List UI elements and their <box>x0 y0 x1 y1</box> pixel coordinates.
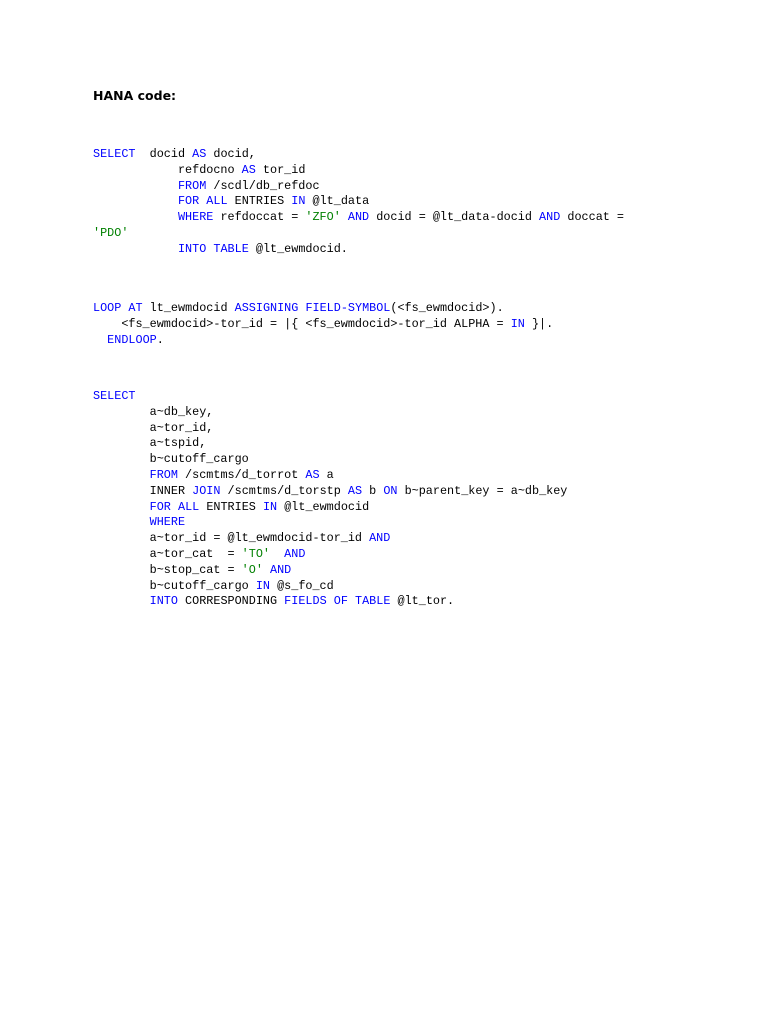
code-text: a~tspid, <box>93 436 207 451</box>
code-keyword: LOOP <box>93 301 122 315</box>
code-line <box>93 194 624 210</box>
code-keyword: AND <box>369 531 391 546</box>
code-keyword: FROM <box>149 467 178 482</box>
code-text: lt_ewmdocid <box>142 301 235 315</box>
code-line <box>93 226 624 242</box>
code-keyword: IN <box>291 194 306 209</box>
code-text: CORRESPONDING <box>177 594 285 609</box>
code-text: a <box>319 467 334 482</box>
code-text: docid = @lt_data-docid <box>369 210 540 225</box>
code-keyword: INTO <box>149 594 178 609</box>
code-text: doccat = <box>560 210 625 225</box>
code-text: b~cutoff_cargo <box>93 452 249 467</box>
code-text: a~tor_cat = <box>93 546 242 561</box>
code-keyword: AS <box>305 467 320 482</box>
code-keyword: OF <box>333 594 348 609</box>
code-line <box>93 301 553 317</box>
code-line <box>93 242 624 258</box>
code-text: ENTRIES <box>199 499 263 514</box>
code-keyword: AS <box>241 162 256 177</box>
code-text: b <box>362 483 384 498</box>
code-line <box>93 468 567 484</box>
code-line <box>93 531 567 547</box>
code-text: refdoccat = <box>213 210 306 225</box>
code-text <box>341 210 348 224</box>
code-keyword: ASSIGNING <box>234 301 299 315</box>
code-text <box>93 500 150 514</box>
code-line <box>93 147 624 163</box>
code-text: INNER <box>93 483 193 498</box>
code-keyword: AS <box>347 483 363 498</box>
code-keyword: FOR <box>149 499 171 514</box>
code-text <box>171 500 178 514</box>
code-text: /scdl/db_refdoc <box>206 178 320 193</box>
code-keyword: ALL <box>206 194 228 209</box>
code-keyword: AT <box>128 301 143 315</box>
code-text: @lt_data <box>305 194 370 209</box>
code-text: ENTRIES <box>227 194 292 209</box>
code-block-loop <box>93 301 553 348</box>
code-string: 'TO' <box>241 546 270 561</box>
code-keyword: TABLE <box>213 241 249 256</box>
code-line <box>93 210 624 226</box>
code-text: /scmtms/d_torrot <box>177 467 306 482</box>
code-text <box>93 333 107 347</box>
code-text <box>93 194 178 208</box>
code-line <box>93 317 553 333</box>
code-text: @lt_ewmdocid <box>277 499 370 514</box>
code-line <box>93 421 567 437</box>
code-keyword: WHERE <box>177 210 214 225</box>
code-text: @lt_tor. <box>390 594 455 609</box>
code-keyword: FIELD-SYMBOL <box>305 301 391 315</box>
code-text: docid, <box>206 147 256 161</box>
code-text <box>93 515 150 529</box>
code-keyword: JOIN <box>192 483 221 498</box>
code-line <box>93 579 567 595</box>
code-text <box>348 594 355 608</box>
code-line <box>93 436 567 452</box>
code-keyword: FIELDS <box>284 594 327 609</box>
code-text: tor_id <box>255 162 306 177</box>
code-line <box>93 389 567 405</box>
code-block-select-docid <box>93 147 624 258</box>
code-line <box>93 452 567 468</box>
code-block-select-tor <box>93 389 567 610</box>
code-keyword: WHERE <box>149 515 186 530</box>
code-keyword: AND <box>539 210 561 225</box>
code-keyword: INTO <box>177 241 207 256</box>
code-line <box>93 163 624 179</box>
code-keyword: SELECT <box>93 389 136 403</box>
code-keyword: ENDLOOP <box>107 332 157 347</box>
code-line <box>93 594 567 610</box>
code-text <box>327 594 334 608</box>
code-text: a~tor_id = @lt_ewmdocid-tor_id <box>93 531 370 546</box>
code-line <box>93 405 567 421</box>
code-text: b~parent_key = a~db_key <box>397 483 568 498</box>
code-keyword: ALL <box>177 499 200 514</box>
code-text: }|. <box>524 316 554 331</box>
code-keyword: AND <box>347 210 370 225</box>
code-keyword: AS <box>192 147 207 161</box>
code-keyword: ON <box>383 483 398 498</box>
code-text: a~tor_id, <box>93 420 214 435</box>
code-text: . <box>156 332 164 347</box>
code-line <box>93 500 567 516</box>
code-text: docid <box>135 147 193 161</box>
code-text: b~cutoff_cargo <box>93 578 256 593</box>
code-line <box>93 547 567 563</box>
page-heading: HANA code: <box>93 88 177 103</box>
code-text: @s_fo_cd <box>270 578 334 593</box>
code-keyword: FOR <box>177 194 200 209</box>
code-text <box>93 468 150 482</box>
code-string: 'O' <box>241 562 263 577</box>
code-keyword: IN <box>510 316 525 331</box>
code-text <box>93 242 178 256</box>
code-text <box>93 594 150 608</box>
code-text: refdocno <box>93 162 242 177</box>
code-line <box>93 563 567 579</box>
code-keyword: SELECT <box>93 147 136 161</box>
code-keyword: TABLE <box>355 594 391 609</box>
code-text: b~stop_cat = <box>93 562 242 577</box>
code-keyword: IN <box>262 499 278 514</box>
code-text: (<fs_ewmdocid>). <box>390 301 504 315</box>
code-keyword: FROM <box>177 178 207 193</box>
code-text: /scmtms/d_torstp <box>220 483 348 498</box>
code-string: 'ZFO' <box>305 210 341 225</box>
code-keyword: AND <box>270 562 292 577</box>
code-line <box>93 515 567 531</box>
code-text: @lt_ewmdocid. <box>248 241 348 256</box>
code-text <box>263 563 270 577</box>
code-text <box>93 210 178 224</box>
code-keyword: AND <box>284 546 306 561</box>
code-line <box>93 484 567 500</box>
code-text: a~db_key, <box>93 404 214 419</box>
code-text <box>270 547 284 561</box>
code-string: 'PDO' <box>93 225 129 240</box>
code-line <box>93 179 624 195</box>
code-text: <fs_ewmdocid>-tor_id = |{ <fs_ewmdocid>-tor_id ALPHA = <box>93 316 511 331</box>
code-keyword: IN <box>255 578 270 593</box>
code-line <box>93 333 553 349</box>
code-text <box>93 179 178 193</box>
